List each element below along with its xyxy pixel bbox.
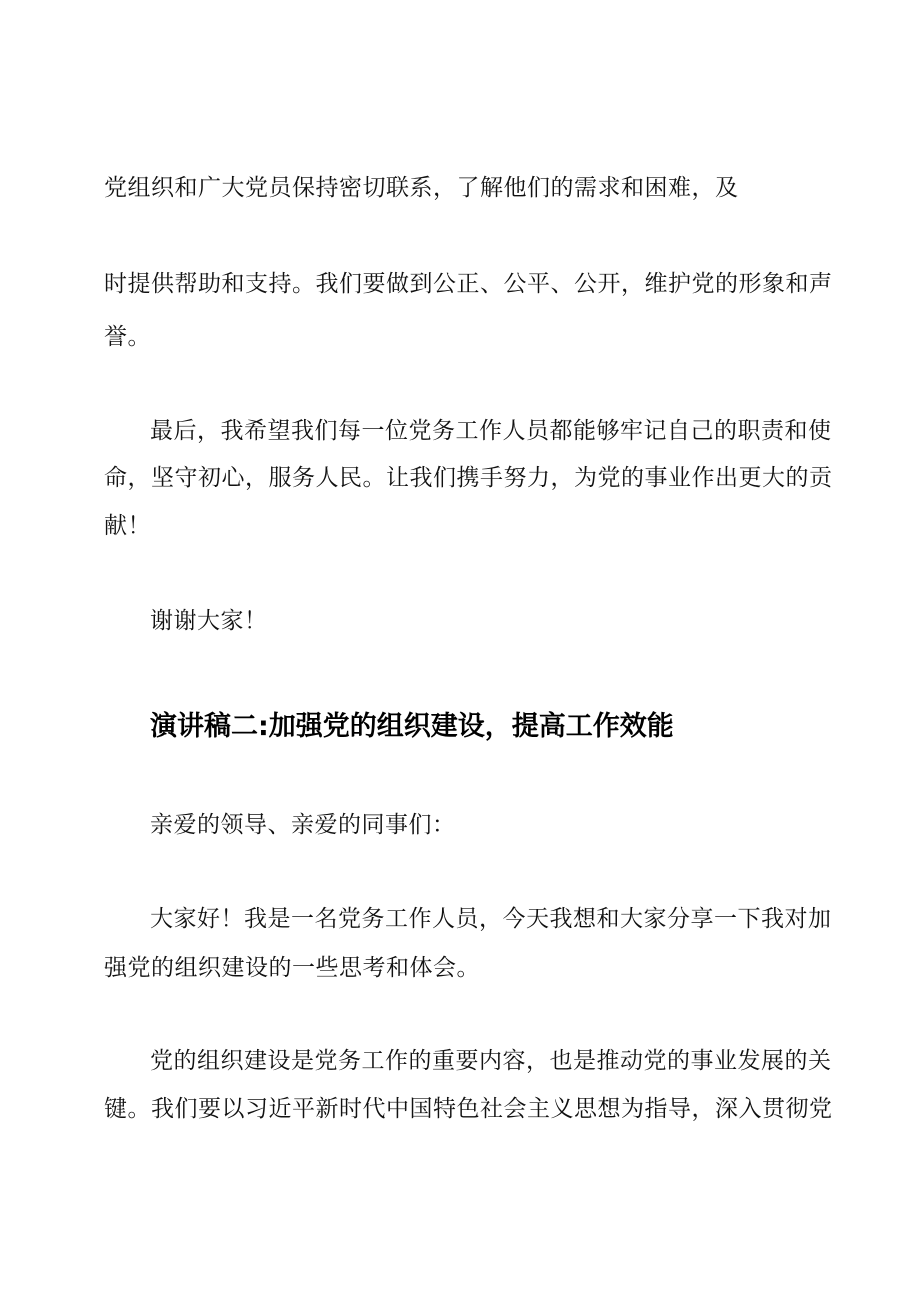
paragraph-line: 亲爱的领导、亲爱的同事们： [150, 812, 456, 838]
paragraph-line: 强党的组织建设的一些思考和体会。 [104, 955, 480, 981]
paragraph-line: 谢谢大家！ [150, 608, 268, 634]
paragraph-line: 最后，我希望我们每一位党务工作人员都能够牢记自己的职责和使 [150, 418, 832, 444]
paragraph-line: 党组织和广大党员保持密切联系，了解他们的需求和困难，及 [104, 175, 739, 201]
paragraph-line: 誉。 [104, 324, 151, 350]
paragraph-line: 献！ [104, 513, 151, 539]
paragraph-line: 党的组织建设是党务工作的重要内容，也是推动党的事业发展的关 [150, 1048, 832, 1074]
section-heading: 演讲稿二:加强党的组织建设，提高工作效能 [150, 711, 674, 742]
paragraph-line: 命，坚守初心，服务人民。让我们携手努力，为党的事业作出更大的贡 [104, 465, 833, 491]
paragraph-line: 大家好！我是一名党务工作人员，今天我想和大家分享一下我对加 [150, 906, 832, 932]
paragraph-line: 时提供帮助和支持。我们要做到公正、公平、公开，维护党的形象和声 [104, 271, 833, 297]
paragraph-line: 键。我们要以习近平新时代中国特色社会主义思想为指导，深入贯彻党 [104, 1096, 833, 1122]
